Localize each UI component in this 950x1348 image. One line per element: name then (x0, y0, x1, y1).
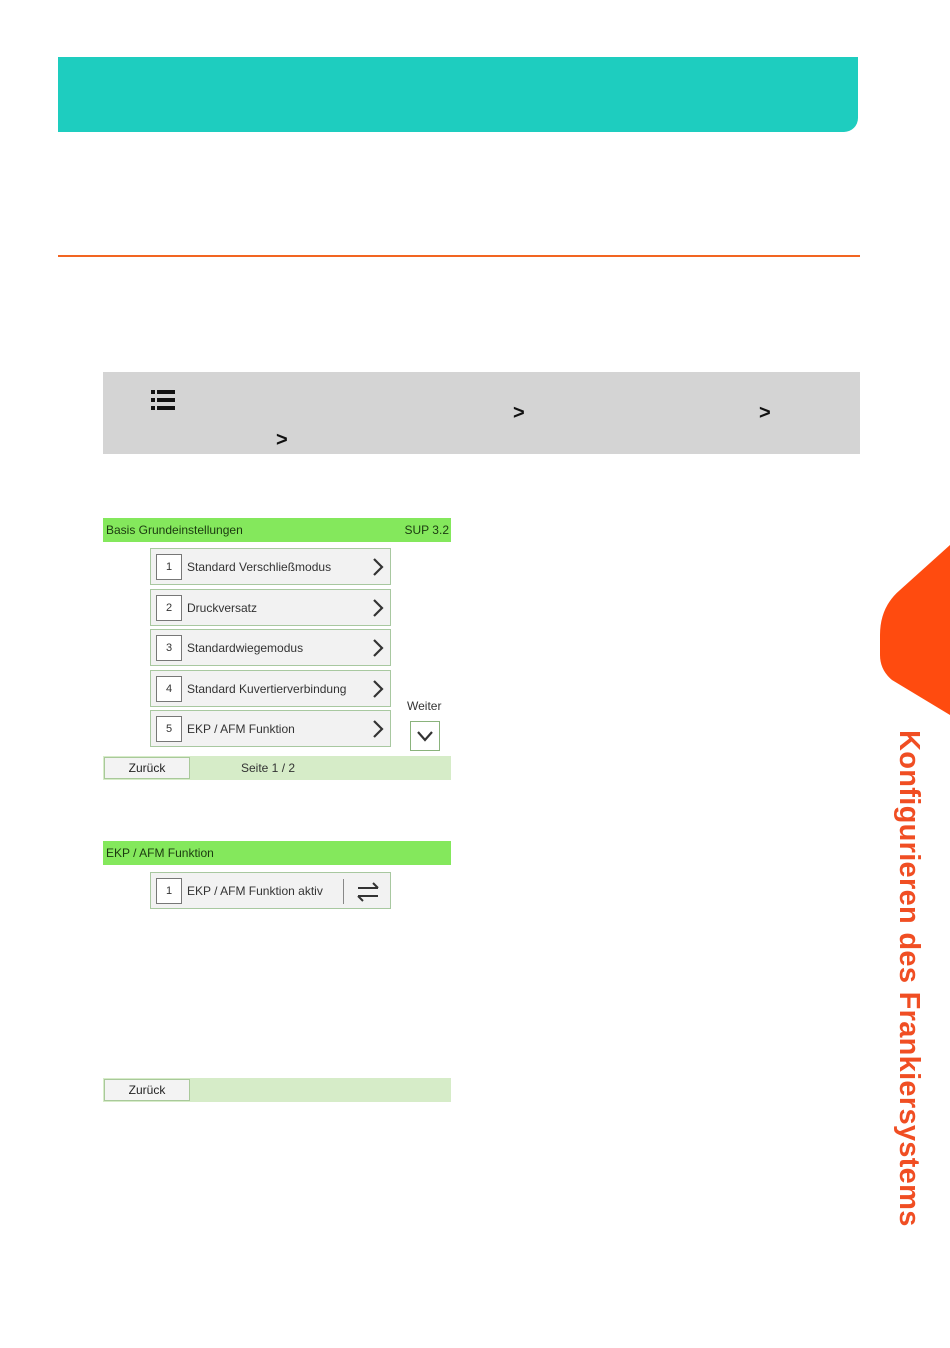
screen-code: SUP 3.2 (404, 523, 449, 537)
chapter-tab-shape (880, 545, 950, 715)
item-label: Standardwiegemodus (187, 641, 304, 655)
item-number: 5 (156, 716, 182, 742)
item-label: Standard Kuvertierverbindung (187, 682, 347, 696)
item-number: 1 (156, 878, 182, 904)
screen-footer (103, 756, 451, 780)
screen-title: EKP / AFM Funktion (106, 846, 214, 860)
chevron-right-icon (372, 558, 384, 576)
toggle-arrows-icon (354, 882, 382, 902)
menu-item-druckversatz[interactable] (150, 589, 391, 626)
ekp-afm-screen (103, 841, 451, 1102)
screen-header (103, 841, 451, 865)
back-button[interactable]: Zurück (104, 1079, 190, 1101)
menu-item-standard-kuvertierverbindung[interactable] (150, 670, 391, 707)
chevron-down-icon (416, 729, 434, 743)
next-page-button[interactable] (410, 721, 440, 751)
item-number: 3 (156, 635, 182, 661)
list-menu-icon (151, 389, 175, 411)
path-separator: > (276, 429, 288, 451)
menu-item-standard-verschliessmodus[interactable] (150, 548, 391, 585)
item-label: EKP / AFM Funktion (187, 722, 295, 736)
item-label: Standard Verschließmodus (187, 560, 332, 574)
divider (343, 879, 344, 904)
header-banner (58, 57, 858, 132)
screen-header (103, 518, 451, 542)
navigation-path-box (103, 372, 860, 454)
chapter-title: Konfigurieren des Frankiersystems (893, 730, 925, 1227)
screen-footer (103, 1078, 451, 1102)
screen-title: Basis Grundeinstellungen (106, 523, 243, 537)
chevron-right-icon (372, 720, 384, 738)
path-separator: > (513, 402, 525, 424)
chevron-right-icon (372, 599, 384, 617)
menu-item-standardwiegemodus[interactable] (150, 629, 391, 666)
item-label: Druckversatz (187, 601, 258, 615)
item-number: 4 (156, 676, 182, 702)
section-divider (58, 255, 860, 257)
item-number: 1 (156, 554, 182, 580)
toggle-item-ekp-afm-aktiv[interactable] (150, 872, 391, 909)
menu-item-ekp-afm-funktion[interactable] (150, 710, 391, 747)
item-number: 2 (156, 595, 182, 621)
item-label: EKP / AFM Funktion aktiv (187, 884, 323, 898)
path-separator: > (759, 402, 771, 424)
basis-settings-screen (103, 518, 451, 780)
chevron-right-icon (372, 639, 384, 657)
next-label: Weiter (407, 699, 442, 713)
chevron-right-icon (372, 680, 384, 698)
page-indicator: Seite 1 / 2 (241, 761, 296, 775)
back-button[interactable]: Zurück (104, 757, 190, 779)
